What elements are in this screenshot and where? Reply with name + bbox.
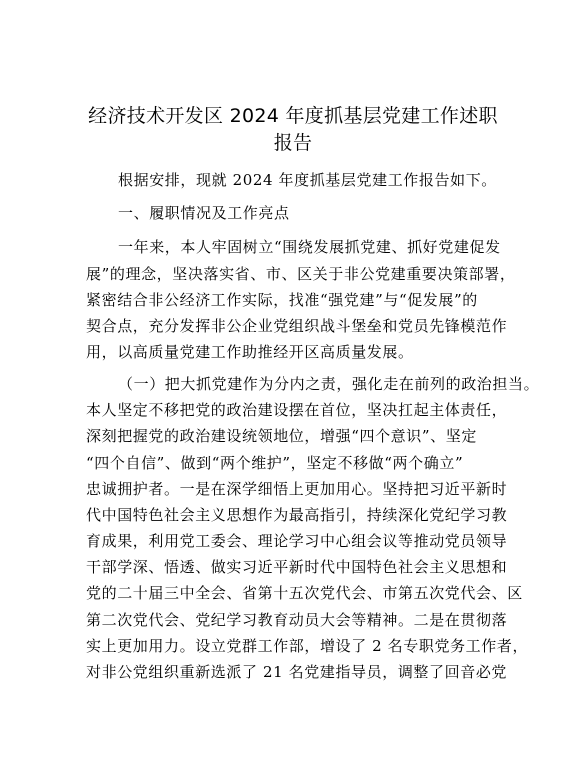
title-line-2: 报告 bbox=[273, 132, 313, 154]
body-line: 本人坚定不移把党的政治建设摆在首位，坚决扛起主体责任， bbox=[86, 401, 508, 419]
body-line: 契合点，充分发挥非公企业党组织战斗堡垒和党员先锋模范作 bbox=[86, 317, 508, 335]
body-line: “四个自信”、做到“两个维护”，坚定不移做“两个确立” bbox=[86, 454, 464, 472]
body-line: 第二次党代会、党纪学习教育动员大会等精神。二是在贯彻落 bbox=[86, 611, 508, 629]
body-line: 实上更加用力。设立党群工作部，增设了 2 名专职党务工作者， bbox=[86, 637, 529, 655]
body-line: 干部学深、悟透、做实习近平新时代中国特色社会主义思想和 bbox=[86, 558, 508, 576]
body-line: 深刻把握党的政治建设统领地位，增强“四个意识”、坚定 bbox=[86, 427, 477, 445]
section-heading: 一、履职情况及工作亮点 bbox=[118, 204, 290, 222]
body-line: 一年来，本人牢固树立“围绕发展抓党建、抓好党建促发 bbox=[118, 238, 501, 256]
body-line: 展”的理念，坚决落实省、市、区关于非公党建重要决策部署， bbox=[86, 265, 516, 283]
document-title bbox=[60, 103, 526, 157]
subsection-heading: （一）把大抓党建作为分内之责，强化走在前列的政治担当。 bbox=[118, 375, 540, 393]
body-line: 忠诚拥护者。一是在深学细悟上更加用心。坚持把习近平新时 bbox=[86, 480, 508, 498]
body-line: 对非公党组织重新选派了 21 名党建指导员，调整了回音必党 bbox=[86, 663, 508, 681]
title-line-1: 经济技术开发区 2024 年度抓基层党建工作述职 bbox=[88, 105, 498, 127]
body-line: 代中国特色社会主义思想作为最高指引，持续深化党纪学习教 bbox=[86, 506, 508, 524]
body-line: 用，以高质量党建工作助推经开区高质量发展。 bbox=[86, 343, 414, 361]
body-line: 党的二十届三中全会、省第十五次党代会、市第五次党代会、区 bbox=[86, 584, 523, 602]
body-line: 育成果，利用党工委会、理论学习中心组会议等推动党员领导 bbox=[86, 532, 508, 550]
body-line: 紧密结合非公经济工作实际，找准“强党建”与“促发展”的 bbox=[86, 291, 478, 309]
body-line: 根据安排，现就 2024 年度抓基层党建工作报告如下。 bbox=[118, 171, 497, 189]
